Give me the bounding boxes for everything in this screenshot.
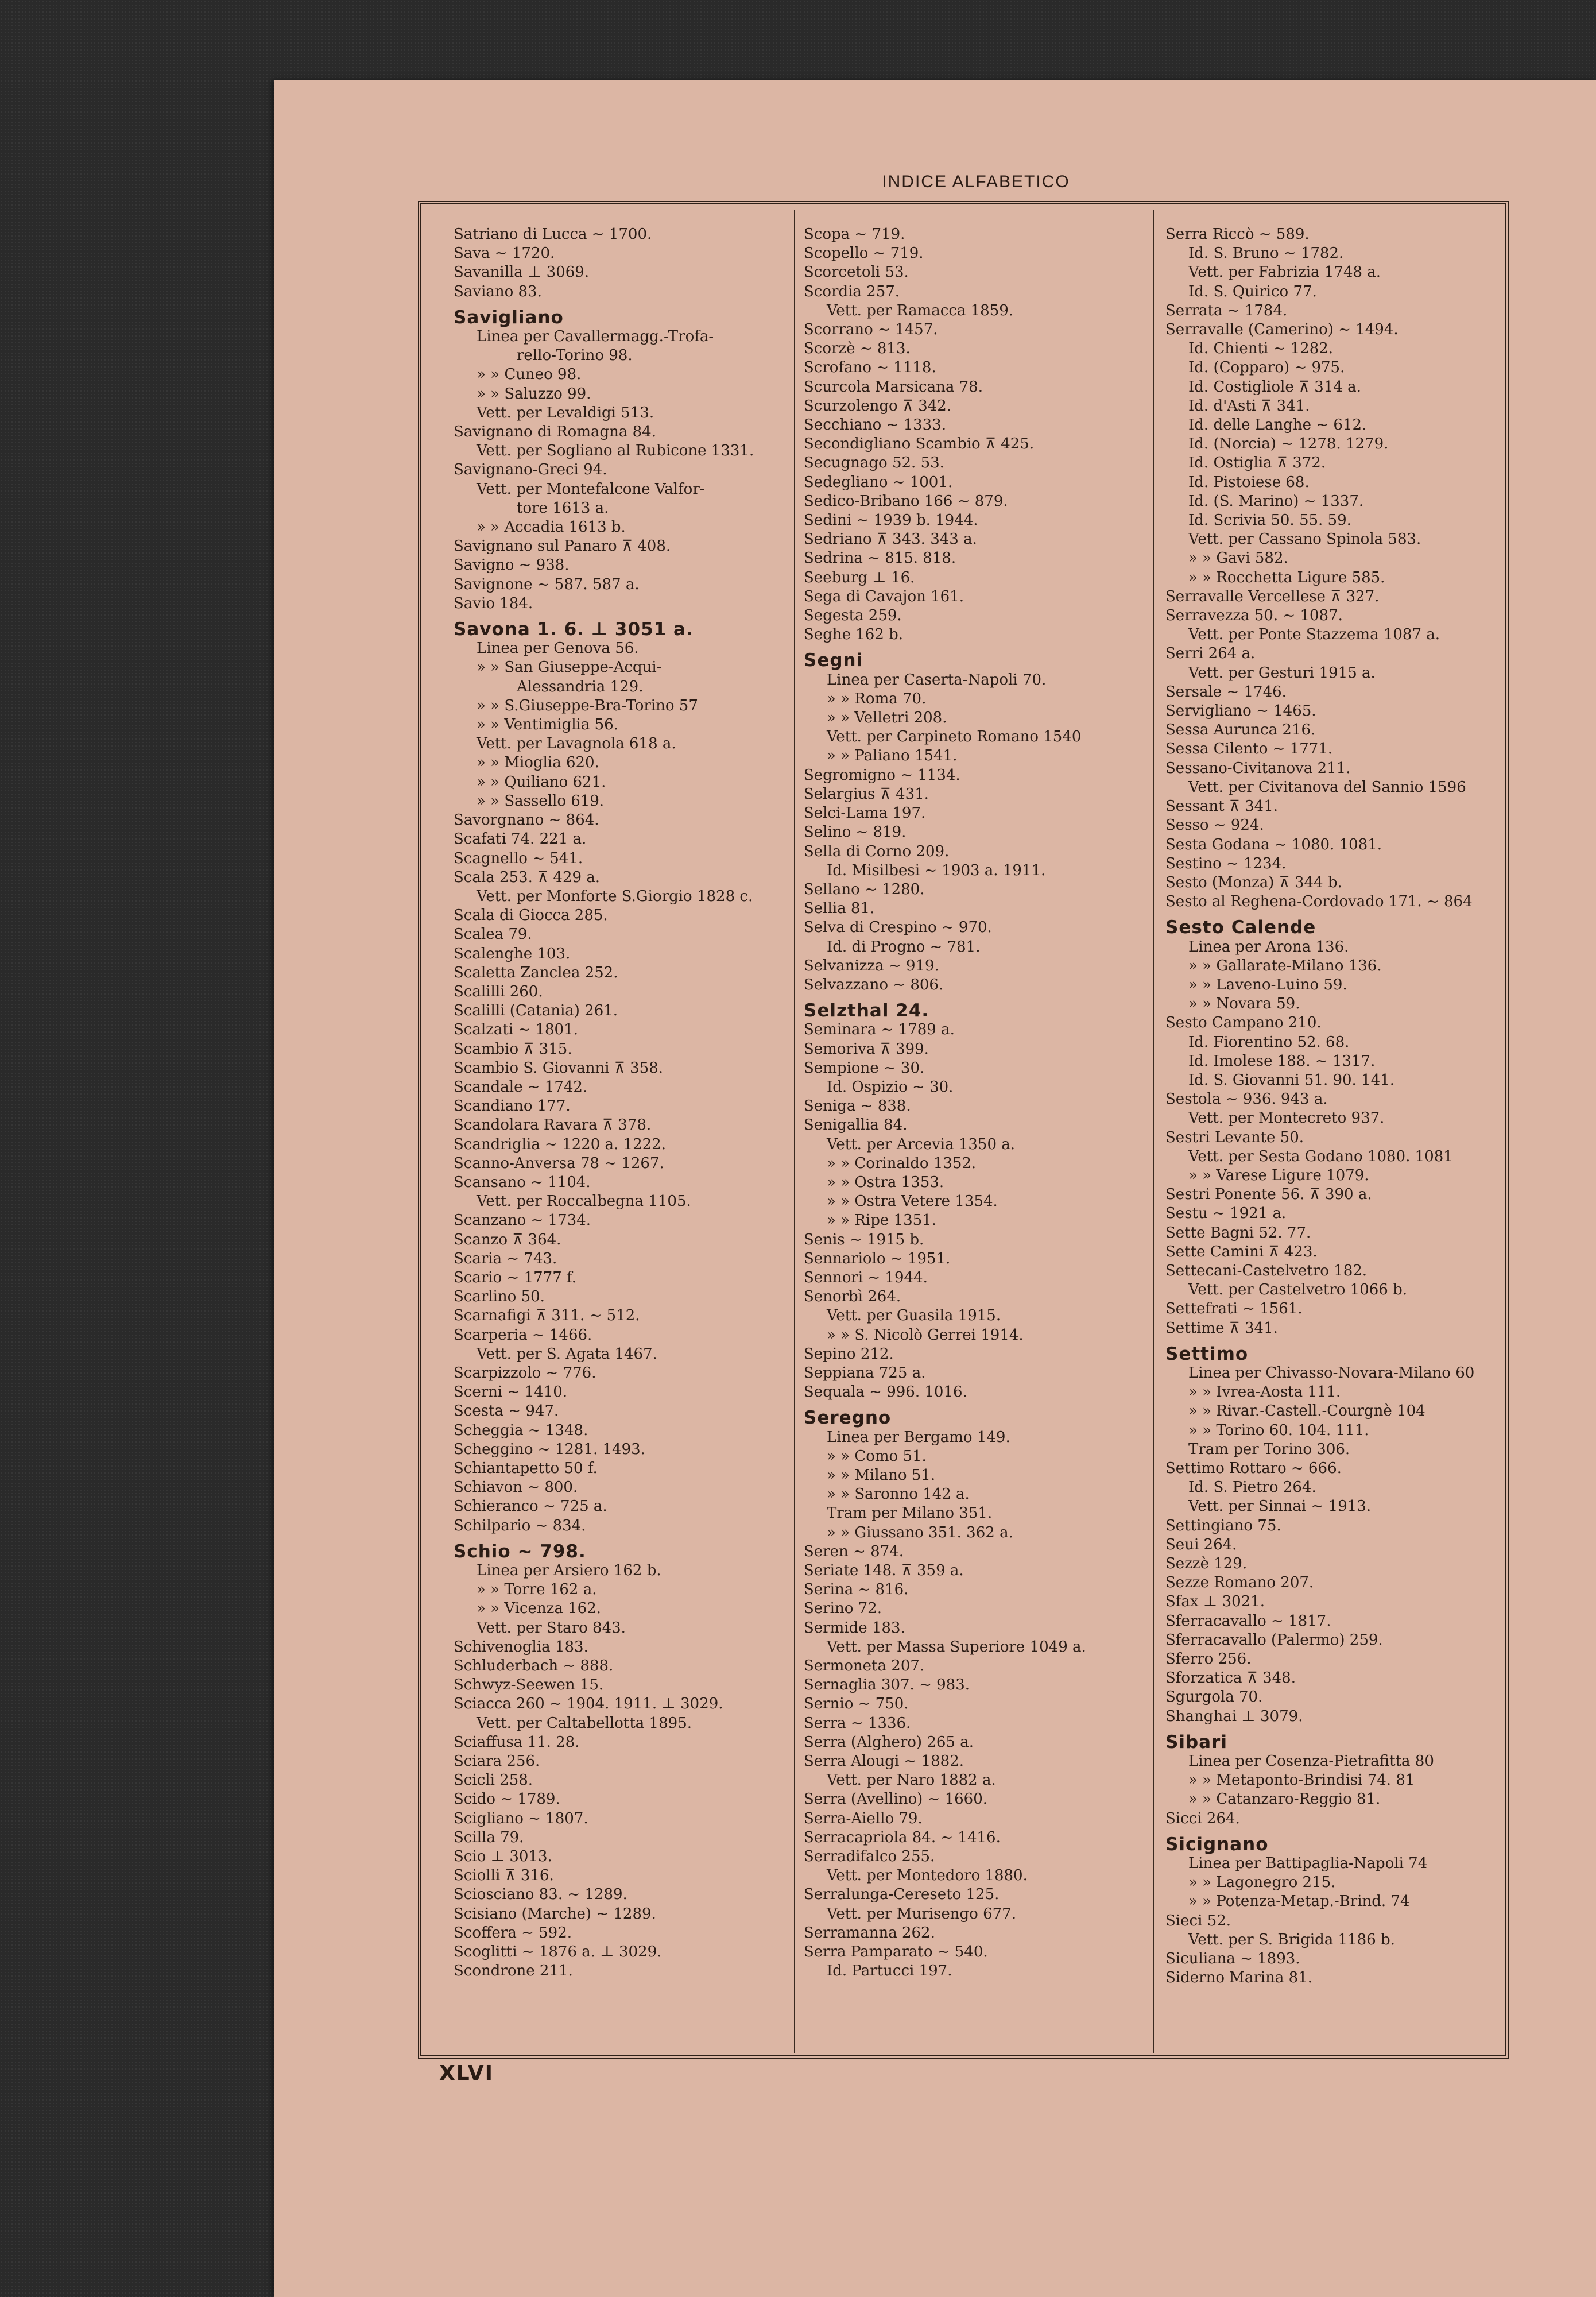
index-entry: Sessa Aurunca 216.: [1165, 721, 1316, 739]
index-entry: Sennori ~ 1944.: [804, 1269, 928, 1286]
index-entry: Sferro 256.: [1165, 1650, 1252, 1668]
index-entry: Id. Chienti ~ 1282.: [1188, 340, 1334, 358]
index-entry: » » Ripe 1351.: [827, 1212, 936, 1229]
index-entry: Schilpario ~ 834.: [454, 1517, 586, 1534]
index-entry: Sersale ~ 1746.: [1165, 683, 1287, 701]
index-entry: Settecani-Castelvetro 182.: [1165, 1262, 1368, 1279]
index-entry: Linea per Genova 56.: [477, 640, 639, 658]
index-entry: Scilla 79.: [454, 1828, 524, 1846]
index-entry: Serravalle (Camerino) ~ 1494.: [1165, 321, 1399, 339]
index-entry: Vett. per S. Agata 1467.: [477, 1345, 657, 1363]
index-column-3: [1165, 225, 1516, 2051]
index-entry: Sesto Campano 210.: [1165, 1014, 1322, 1032]
index-entry: Sezze Romano 207.: [1165, 1574, 1314, 1592]
index-heading: Seregno: [804, 1407, 892, 1429]
index-entry: Settingiano 75.: [1165, 1517, 1281, 1534]
index-entry: Vett. per Naro 1882 a.: [827, 1772, 996, 1789]
index-entry: » » Ivrea-Aosta 111.: [1188, 1383, 1341, 1401]
index-entry: » » Torino 60. 104. 111.: [1188, 1421, 1369, 1439]
index-entry: Selino ~ 819.: [804, 823, 907, 841]
index-entry: » » Corinaldo 1352.: [827, 1154, 977, 1172]
index-entry: Vett. per Castelvetro 1066 b.: [1188, 1281, 1408, 1299]
index-entry: Sava ~ 1720.: [454, 245, 555, 262]
index-entry: Sgurgola 70.: [1165, 1688, 1263, 1706]
index-entry: Linea per Cosenza-Pietrafitta 80: [1188, 1753, 1434, 1770]
index-entry: » » Saluzzo 99.: [477, 385, 591, 403]
index-heading: Savona 1. 6. ⊥ 3051 a.: [454, 619, 694, 640]
index-entry: rello-Torino 98.: [517, 347, 633, 365]
index-entry: Sempione ~ 30.: [804, 1059, 925, 1077]
index-entry: Schiantapetto 50 f.: [454, 1460, 598, 1477]
index-entry: Id. S. Pietro 264.: [1188, 1479, 1316, 1496]
index-entry: Savigno ~ 938.: [454, 556, 570, 574]
index-entry: Seui 264.: [1165, 1536, 1237, 1553]
index-entry: Seren ~ 874.: [804, 1542, 904, 1560]
index-entry: Sestri Levante 50.: [1165, 1128, 1304, 1146]
index-entry: Selva di Crespino ~ 970.: [804, 919, 992, 937]
index-entry: Sequala ~ 996. 1016.: [804, 1383, 967, 1401]
index-entry: Id. Pistoiese 68.: [1188, 473, 1310, 491]
index-entry: » » Rivar.-Castell.-Courgnè 104: [1188, 1402, 1425, 1420]
index-heading: Savigliano: [454, 307, 564, 328]
index-entry: Scarlino 50.: [454, 1288, 545, 1306]
index-entry: Scurzolengo ⊼ 342.: [804, 397, 952, 415]
index-entry: Siderno Marina 81.: [1165, 1969, 1312, 1987]
index-entry: » » S. Nicolò Gerrei 1914.: [827, 1326, 1024, 1344]
index-entry: Scagnello ~ 541.: [454, 849, 583, 867]
index-entry: Alessandria 129.: [517, 678, 644, 695]
index-entry: Serradifalco 255.: [804, 1848, 935, 1866]
index-entry: tore 1613 a.: [517, 499, 609, 517]
index-entry: Sessano-Civitanova 211.: [1165, 759, 1351, 777]
index-entry: » » Paliano 1541.: [827, 747, 958, 765]
index-entry: Sciara 256.: [454, 1753, 540, 1770]
index-entry: Linea per Arona 136.: [1188, 938, 1349, 956]
index-entry: Savignano di Romagna 84.: [454, 423, 656, 441]
index-entry: Vett. per Montefalcone Valfor-: [477, 480, 705, 498]
index-entry: Vett. per Fabrizia 1748 a.: [1188, 264, 1381, 281]
index-entry: Id. d'Asti ⊼ 341.: [1188, 397, 1310, 415]
index-entry: Savio 184.: [454, 594, 533, 612]
index-entry: Sega di Cavajon 161.: [804, 587, 964, 605]
index-entry: Scondrone 211.: [454, 1962, 573, 1980]
index-entry: Schivenoglia 183.: [454, 1638, 588, 1656]
index-entry: Scandolara Ravara ⊼ 378.: [454, 1116, 652, 1134]
index-entry: Linea per Bergamo 149.: [827, 1428, 1010, 1446]
index-entry: Id. Scrivia 50. 55. 59.: [1188, 512, 1351, 529]
index-entry: Seriate 148. ⊼ 359 a.: [804, 1562, 964, 1580]
index-entry: Secondigliano Scambio ⊼ 425.: [804, 435, 1035, 453]
index-entry: » » Varese Ligure 1079.: [1188, 1166, 1369, 1184]
index-entry: Sepino 212.: [804, 1345, 894, 1363]
index-entry: Sernaglia 307. ~ 983.: [804, 1676, 970, 1694]
index-heading: Sibari: [1165, 1731, 1227, 1753]
index-entry: » » Potenza-Metap.-Brind. 74: [1188, 1893, 1410, 1911]
index-entry: Sfax ⊥ 3021.: [1165, 1593, 1265, 1611]
index-entry: Sferracavallo ~ 1817.: [1165, 1612, 1331, 1630]
index-entry: Secugnago 52. 53.: [804, 454, 944, 472]
index-entry: Serra ~ 1336.: [804, 1714, 911, 1732]
index-entry: Scandale ~ 1742.: [454, 1078, 588, 1096]
index-entry: Vett. per Staro 843.: [477, 1619, 626, 1637]
index-entry: Serracapriola 84. ~ 1416.: [804, 1828, 1001, 1846]
index-entry: Serravezza 50. ~ 1087.: [1165, 607, 1343, 625]
index-entry: Vett. per Cassano Spinola 583.: [1188, 531, 1421, 548]
index-entry: Scordia 257.: [804, 283, 900, 300]
index-entry: Vett. per Sinnai ~ 1913.: [1188, 1498, 1372, 1515]
index-heading: Sicignano: [1165, 1834, 1269, 1855]
index-entry: Scaletta Zanclea 252.: [454, 964, 618, 981]
index-entry: Sestino ~ 1234.: [1165, 854, 1287, 872]
index-entry: Linea per Chivasso-Novara-Milano 60: [1188, 1364, 1475, 1382]
index-entry: Vett. per Civitanova del Sannio 1596: [1188, 778, 1466, 796]
index-entry: Linea per Battipaglia-Napoli 74: [1188, 1855, 1428, 1873]
index-entry: » » Mioglia 620.: [477, 754, 599, 772]
index-entry: Savorgnano ~ 864.: [454, 811, 599, 829]
index-entry: Selvazzano ~ 806.: [804, 976, 944, 993]
index-entry: Sella di Corno 209.: [804, 842, 950, 860]
index-entry: Vett. per Gesturi 1915 a.: [1188, 664, 1376, 682]
index-entry: Id. di Progno ~ 781.: [827, 938, 981, 956]
index-entry: » » Lagonegro 215.: [1188, 1874, 1336, 1892]
index-entry: Scoffera ~ 592.: [454, 1924, 572, 1942]
index-entry: Vett. per Levaldigi 513.: [477, 404, 654, 421]
index-heading: Sesto Calende: [1165, 917, 1316, 938]
index-entry: Semoriva ⊼ 399.: [804, 1040, 929, 1058]
index-entry: Scarnafigi ⊼ 311. ~ 512.: [454, 1307, 640, 1325]
index-entry: Sesta Godana ~ 1080. 1081.: [1165, 836, 1382, 853]
index-entry: Sermoneta 207.: [804, 1657, 925, 1675]
index-entry: Scrofano ~ 1118.: [804, 359, 936, 377]
index-entry: Sestola ~ 936. 943 a.: [1165, 1091, 1328, 1108]
index-entry: Selargius ⊼ 431.: [804, 785, 929, 803]
index-entry: Vett. per Montecreto 937.: [1188, 1109, 1385, 1127]
index-entry: Vett. per Ramacca 1859.: [827, 301, 1014, 319]
index-entry: » » Ostra 1353.: [827, 1173, 944, 1191]
index-entry: » » Roma 70.: [827, 690, 927, 707]
index-entry: Saviano 83.: [454, 283, 542, 300]
index-entry: Shanghai ⊥ 3079.: [1165, 1707, 1303, 1725]
index-entry: » » Torre 162 a.: [477, 1581, 597, 1599]
index-entry: » » Cuneo 98.: [477, 366, 582, 384]
index-entry: Vett. per Roccalbegna 1105.: [477, 1193, 691, 1211]
index-entry: Sicci 264.: [1165, 1809, 1240, 1827]
index-entry: Scisiano (Marche) ~ 1289.: [454, 1905, 656, 1923]
index-entry: Scigliano ~ 1807.: [454, 1809, 588, 1827]
index-entry: Siculiana ~ 1893.: [1165, 1950, 1300, 1968]
index-entry: Vett. per Caltabellotta 1895.: [477, 1714, 692, 1732]
index-entry: Vett. per Sogliano al Rubicone 1331.: [477, 442, 754, 460]
index-entry: Scheggino ~ 1281. 1493.: [454, 1440, 645, 1458]
index-entry: Id. Ostiglia ⊼ 372.: [1188, 454, 1326, 472]
index-entry: Schluderbach ~ 888.: [454, 1657, 614, 1675]
index-entry: Sesto al Reghena-Cordovado 171. ~ 864: [1165, 893, 1473, 911]
index-entry: Id. S. Giovanni 51. 90. 141.: [1188, 1071, 1394, 1089]
index-entry: Selvanizza ~ 919.: [804, 957, 939, 975]
index-entry: Sciosciano 83. ~ 1289.: [454, 1886, 627, 1904]
index-entry: Id. S. Bruno ~ 1782.: [1188, 245, 1344, 262]
index-entry: Scarperia ~ 1466.: [454, 1326, 592, 1344]
index-entry: Scaria ~ 743.: [454, 1250, 557, 1267]
index-entry: » » Ventimiglia 56.: [477, 716, 618, 734]
index-entry: Id. S. Quirico 77.: [1188, 283, 1317, 300]
index-entry: Scio ⊥ 3013.: [454, 1848, 552, 1866]
index-entry: » » Accadia 1613 b.: [477, 519, 626, 536]
index-entry: » » Sassello 619.: [477, 792, 605, 810]
index-entry: Scandiano 177.: [454, 1097, 571, 1115]
index-entry: Sedegliano ~ 1001.: [804, 473, 953, 491]
index-entry: Seniga ~ 838.: [804, 1097, 911, 1115]
index-entry: » » Ostra Vetere 1354.: [827, 1193, 998, 1211]
index-entry: Vett. per S. Brigida 1186 b.: [1188, 1931, 1395, 1948]
index-entry: Scambio S. Giovanni ⊼ 358.: [454, 1059, 664, 1077]
index-entry: Sette Camini ⊼ 423.: [1165, 1243, 1318, 1260]
index-entry: » » Novara 59.: [1188, 995, 1300, 1013]
index-entry: Scarpizzolo ~ 776.: [454, 1364, 596, 1382]
index-entry: Seminara ~ 1789 a.: [804, 1021, 955, 1039]
index-entry: Sedrina ~ 815. 818.: [804, 550, 956, 567]
index-entry: » » S.Giuseppe-Bra-Torino 57: [477, 697, 698, 714]
index-entry: » » Catanzaro-Reggio 81.: [1188, 1791, 1381, 1808]
index-entry: Serra Alougi ~ 1882.: [804, 1753, 964, 1770]
index-entry: Sellia 81.: [804, 900, 875, 918]
index-entry: Vett. per Carpineto Romano 1540: [827, 728, 1082, 746]
index-entry: Serralunga-Cereseto 125.: [804, 1886, 1000, 1904]
index-entry: Serra Pamparato ~ 540.: [804, 1943, 988, 1961]
index-entry: Secchiano ~ 1333.: [804, 416, 947, 434]
index-entry: Id. Imolese 188. ~ 1317.: [1188, 1052, 1376, 1070]
index-entry: » » Vicenza 162.: [477, 1600, 602, 1618]
index-entry: Sciaffusa 11. 28.: [454, 1733, 580, 1751]
index-entry: Scoglitti ~ 1876 a. ⊥ 3029.: [454, 1943, 662, 1961]
index-entry: Segesta 259.: [804, 607, 902, 625]
index-entry: Id. Costigliole ⊼ 314 a.: [1188, 378, 1361, 396]
index-column-2: [804, 225, 1154, 2051]
index-entry: Sieci 52.: [1165, 1912, 1231, 1929]
index-entry: Scesta ~ 947.: [454, 1402, 559, 1420]
index-entry: Scala 253. ⊼ 429 a.: [454, 868, 601, 886]
index-entry: Senigallia 84.: [804, 1116, 908, 1134]
index-entry: Id. Ospizio ~ 30.: [827, 1078, 954, 1096]
page-header: INDICE ALFABETICO: [882, 172, 1070, 191]
index-entry: Sedico-Bribano 166 ~ 879.: [804, 492, 1008, 510]
index-entry: Serra Riccò ~ 589.: [1165, 226, 1310, 243]
index-entry: Sezzè 129.: [1165, 1555, 1248, 1573]
index-entry: Scala di Giocca 285.: [454, 907, 608, 925]
index-entry: Sferracavallo (Palermo) 259.: [1165, 1631, 1383, 1649]
index-entry: » » Quiliano 621.: [477, 773, 606, 791]
index-entry: Sciacca 260 ~ 1904. 1911. ⊥ 3029.: [454, 1695, 723, 1713]
index-entry: » » Velletri 208.: [827, 709, 947, 727]
index-entry: Segromigno ~ 1134.: [804, 766, 960, 784]
index-entry: » » Milano 51.: [827, 1467, 936, 1484]
index-entry: Vett. per Montedoro 1880.: [827, 1867, 1028, 1885]
index-heading: Settimo: [1165, 1343, 1249, 1364]
index-entry: » » Laveno-Luino 59.: [1188, 976, 1347, 993]
index-entry: » » Giussano 351. 362 a.: [827, 1523, 1013, 1541]
index-entry: » » Gallarate-Milano 136.: [1188, 957, 1382, 975]
index-entry: Vett. per Murisengo 677.: [827, 1905, 1016, 1923]
index-entry: Sciolli ⊼ 316.: [454, 1867, 554, 1885]
index-entry: Sedini ~ 1939 b. 1944.: [804, 512, 978, 529]
index-entry: Serravalle Vercellese ⊼ 327.: [1165, 587, 1380, 605]
index-entry: Scido ~ 1789.: [454, 1791, 560, 1808]
index-entry: Sennariolo ~ 1951.: [804, 1250, 951, 1267]
index-entry: Scopello ~ 719.: [804, 245, 924, 262]
index-entry: Id. (S. Marino) ~ 1337.: [1188, 492, 1364, 510]
index-entry: Settimo Rottaro ~ 666.: [1165, 1460, 1342, 1477]
index-entry: Vett. per Massa Superiore 1049 a.: [827, 1638, 1086, 1656]
index-entry: » » Rocchetta Ligure 585.: [1188, 569, 1385, 586]
index-entry: Vett. per Guasila 1915.: [827, 1307, 1001, 1325]
index-entry: Vett. per Ponte Stazzema 1087 a.: [1188, 626, 1440, 644]
index-entry: Scafati 74. 221 a.: [454, 830, 587, 848]
index-entry: Id. Misilbesi ~ 1903 a. 1911.: [827, 861, 1046, 879]
index-entry: Serrata ~ 1784.: [1165, 301, 1288, 319]
index-entry: Scanzo ⊼ 364.: [454, 1231, 561, 1248]
index-entry: Serino 72.: [804, 1600, 882, 1618]
index-entry: Id. Fiorentino 52. 68.: [1188, 1033, 1350, 1051]
index-entry: Sermide 183.: [804, 1619, 905, 1637]
page-number: XLVI: [439, 2062, 494, 2085]
index-entry: » » Saronno 142 a.: [827, 1486, 970, 1503]
index-entry: Id. (Copparo) ~ 975.: [1188, 359, 1345, 377]
index-entry: Vett. per Arcevia 1350 a.: [827, 1135, 1016, 1153]
index-entry: Settefrati ~ 1561.: [1165, 1300, 1303, 1318]
index-entry: Scanno-Anversa 78 ~ 1267.: [454, 1154, 664, 1172]
index-heading: Segni: [804, 650, 863, 671]
index-entry: Linea per Caserta-Napoli 70.: [827, 671, 1047, 689]
index-entry: Id. delle Langhe ~ 612.: [1188, 416, 1367, 434]
index-entry: Scalenghe 103.: [454, 945, 571, 962]
index-entry: Sernio ~ 750.: [804, 1695, 909, 1713]
index-entry: Savanilla ⊥ 3069.: [454, 264, 590, 281]
index-entry: Sedriano ⊼ 343. 343 a.: [804, 531, 977, 548]
index-entry: Savignone ~ 587. 587 a.: [454, 575, 640, 593]
index-entry: Scalilli 260.: [454, 983, 543, 1000]
index-entry: Sessa Cilento ~ 1771.: [1165, 740, 1333, 758]
index-entry: Serramanna 262.: [804, 1924, 935, 1942]
index-entry: Tram per Torino 306.: [1188, 1440, 1350, 1458]
index-entry: Schiavon ~ 800.: [454, 1479, 578, 1496]
index-heading: Schio ~ 798.: [454, 1541, 586, 1562]
index-entry: Id. (Norcia) ~ 1278. 1279.: [1188, 435, 1389, 453]
index-entry: Selci-Lama 197.: [804, 805, 926, 822]
index-entry: Vett. per Lavagnola 618 a.: [477, 735, 676, 753]
index-entry: Sette Bagni 52. 77.: [1165, 1224, 1311, 1242]
index-entry: Satriano di Lucca ~ 1700.: [454, 226, 652, 243]
index-entry: Vett. per Monforte S.Giorgio 1828 c.: [477, 887, 753, 905]
index-entry: Sesto (Monza) ⊼ 344 b.: [1165, 873, 1342, 891]
index-entry: » » Como 51.: [827, 1447, 927, 1465]
index-entry: Sestu ~ 1921 a.: [1165, 1205, 1287, 1223]
index-entry: Scorzè ~ 813.: [804, 340, 911, 358]
index-entry: Scurcola Marsicana 78.: [804, 378, 983, 396]
index-column-1: [454, 225, 804, 2051]
index-entry: Servigliano ~ 1465.: [1165, 702, 1316, 720]
index-entry: Linea per Arsiero 162 b.: [477, 1562, 661, 1580]
index-entry: Id. Partucci 197.: [827, 1962, 952, 1980]
index-entry: Scalilli (Catania) 261.: [454, 1002, 618, 1020]
index-entry: Linea per Cavallermagg.-Trofa-: [477, 328, 714, 346]
index-entry: Sellano ~ 1280.: [804, 880, 925, 898]
index-entry: Scicli 258.: [454, 1772, 533, 1789]
index-entry: Scorcetoli 53.: [804, 264, 909, 281]
index-entry: Sestri Ponente 56. ⊼ 390 a.: [1165, 1186, 1372, 1204]
index-entry: Settime ⊼ 341.: [1165, 1319, 1278, 1337]
index-entry: Scalzati ~ 1801.: [454, 1021, 578, 1039]
index-heading: Selzthal 24.: [804, 1000, 929, 1022]
index-entry: Serra (Alghero) 265 a.: [804, 1733, 974, 1751]
index-entry: Scambio ⊼ 315.: [454, 1040, 572, 1058]
index-entry: » » Metaponto-Brindisi 74. 81: [1188, 1772, 1415, 1789]
index-entry: Senorbì 264.: [804, 1288, 901, 1306]
index-entry: » » San Giuseppe-Acqui-: [477, 659, 662, 676]
index-entry: Tram per Milano 351.: [827, 1505, 993, 1522]
index-entry: Serina ~ 816.: [804, 1581, 909, 1599]
index-entry: Sessant ⊼ 341.: [1165, 798, 1279, 815]
index-entry: Sforzatica ⊼ 348.: [1165, 1669, 1296, 1687]
index-entry: Scanzano ~ 1734.: [454, 1212, 591, 1229]
index-entry: Scario ~ 1777 f.: [454, 1269, 576, 1286]
index-entry: Seghe 162 b.: [804, 626, 904, 644]
index-entry: Seeburg ⊥ 16.: [804, 569, 915, 586]
index-entry: Scopa ~ 719.: [804, 226, 905, 243]
index-entry: » » Gavi 582.: [1188, 550, 1288, 567]
index-entry: Senis ~ 1915 b.: [804, 1231, 924, 1248]
index-entry: Serra-Aiello 79.: [804, 1809, 923, 1827]
index-entry: Serri 264 a.: [1165, 645, 1256, 663]
index-entry: Scerni ~ 1410.: [454, 1383, 567, 1401]
index-entry: Sesso ~ 924.: [1165, 817, 1264, 834]
index-entry: Schwyz-Seewen 15.: [454, 1676, 604, 1694]
index-entry: Scorrano ~ 1457.: [804, 321, 938, 339]
index-entry: Scalea 79.: [454, 926, 532, 943]
index-entry: Scansano ~ 1104.: [454, 1173, 591, 1191]
index-entry: Scandriglia ~ 1220 a. 1222.: [454, 1135, 666, 1153]
index-entry: Savignano-Greci 94.: [454, 461, 607, 479]
index-entry: Serra (Avellino) ~ 1660.: [804, 1791, 987, 1808]
index-entry: Vett. per Sesta Godano 1080. 1081: [1188, 1147, 1453, 1165]
index-entry: Scheggia ~ 1348.: [454, 1421, 588, 1439]
index-entry: Schieranco ~ 725 a.: [454, 1498, 607, 1515]
index-entry: Seppiana 725 a.: [804, 1364, 926, 1382]
index-entry: Savignano sul Panaro ⊼ 408.: [454, 537, 671, 555]
